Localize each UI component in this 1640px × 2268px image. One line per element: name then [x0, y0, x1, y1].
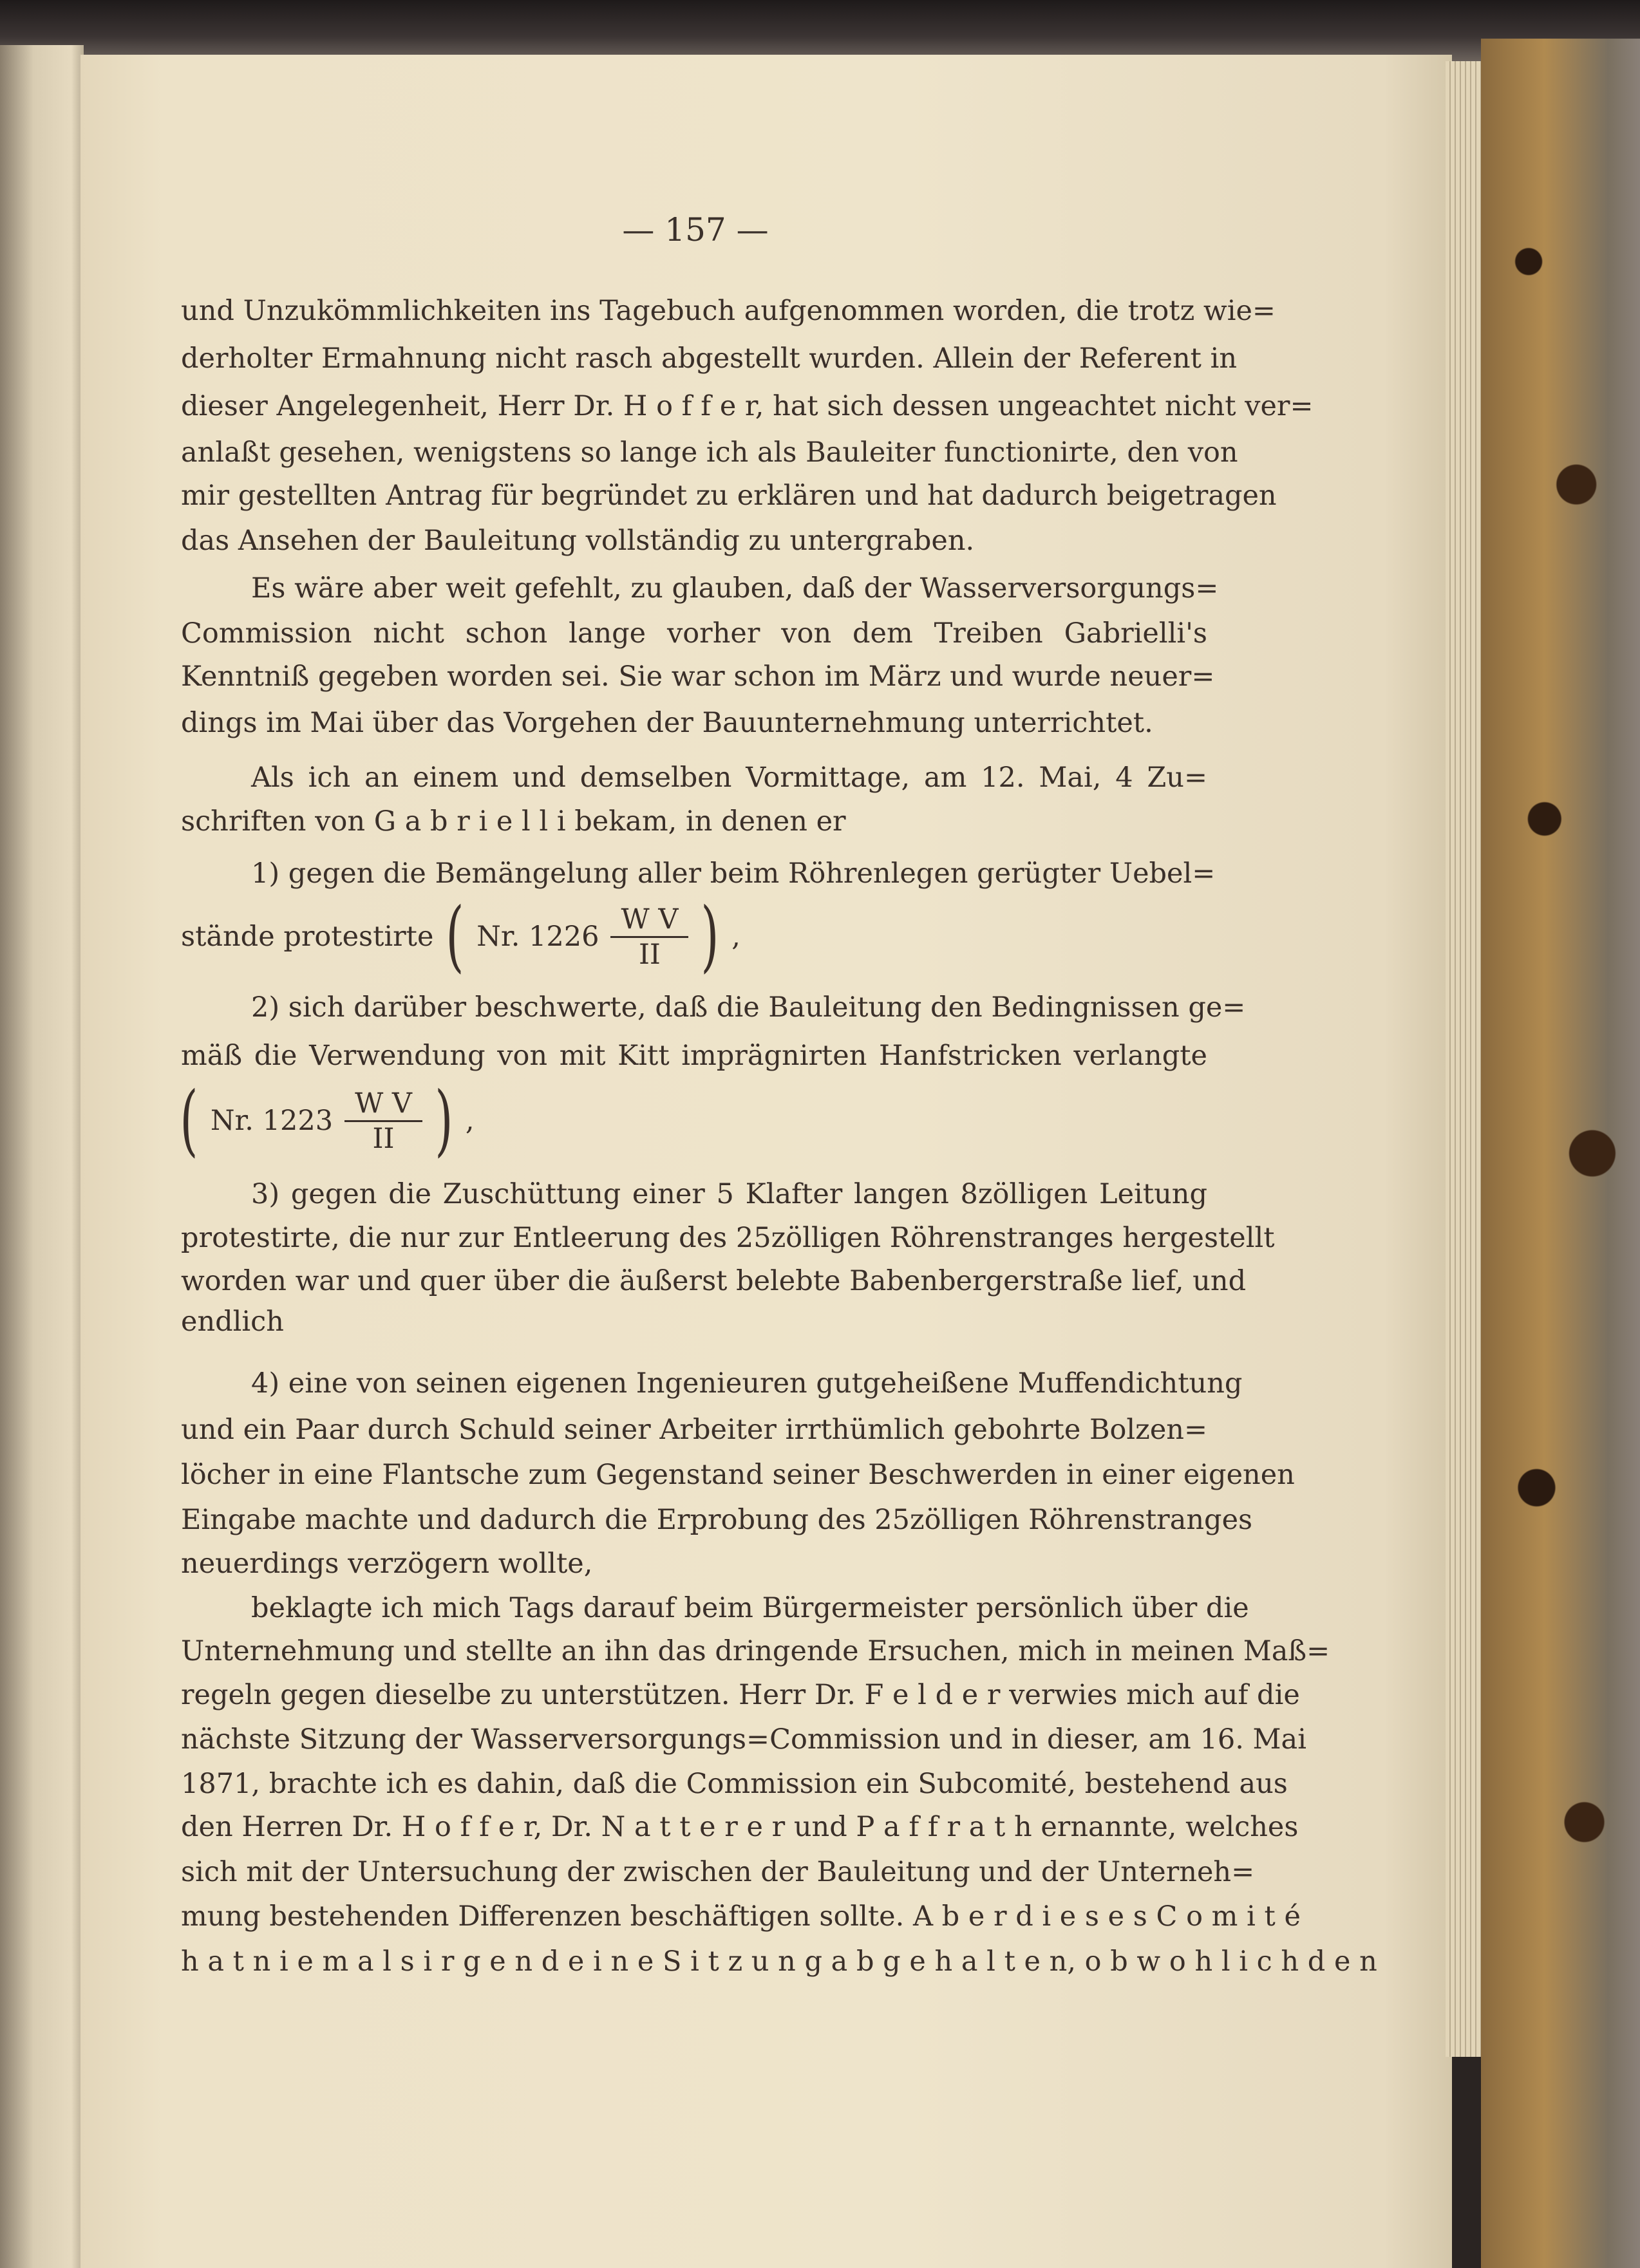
text-line: worden war und quer über die äußerst belebte Babenbergerstraße lief, und [181, 1265, 1247, 1297]
comma: , [731, 921, 740, 953]
text-line: und Unzukömmlichkeiten ins Tagebuch aufgenommen worden, die trotz wie= [181, 295, 1276, 327]
text-line: dieser Angelegenheit, Herr Dr. H o f f e r, hat sich dessen ungeachtet nicht ver= [181, 390, 1314, 422]
text-line: neuerdings verzögern wollte, [181, 1548, 593, 1580]
fraction-denominator: II [372, 1122, 395, 1155]
page-number: — 157 — [622, 211, 769, 248]
text-line: schriften von G a b r i e l l i bekam, in denen er [181, 805, 846, 838]
text-line: anlaßt gesehen, wenigstens so lange ich als Bauleiter functionirte, den von [181, 436, 1238, 469]
open-paren: ( [446, 892, 464, 981]
page-edges [1446, 61, 1484, 2057]
text-line: Unternehmung und stellte an ihn das dringende Ersuchen, mich in meinen Maß= [181, 1635, 1330, 1667]
fraction [610, 903, 688, 971]
text-line: 1) gegen die Bemängelung aller beim Röhrenlegen gerügter Uebel= [251, 858, 1216, 890]
fraction-numerator: W V [610, 903, 688, 938]
reference-line-1223 [167, 1076, 475, 1165]
text-line: 4) eine von seinen eigenen Ingenieuren gutgeheißene Muffendichtung [251, 1367, 1243, 1400]
text-line: sich mit der Untersuchung der zwischen der Bauleitung und der Unterneh= [181, 1856, 1255, 1888]
text-line: 3) gegen die Zuschüttung einer 5 Klafter langen 8zölligen Leitung [251, 1178, 1207, 1210]
reference-number: Nr. 1223 [210, 1105, 334, 1137]
scanner-border [0, 0, 1640, 61]
close-paren: ) [435, 1076, 453, 1165]
text-line: Eingabe machte und dadurch die Erprobung des 25zölligen Röhrenstranges [181, 1504, 1253, 1536]
reference-line-1226 [181, 892, 740, 981]
fraction-numerator: W V [344, 1087, 422, 1122]
text-line: Kenntniß gegeben worden sei. Sie war schon im März und wurde neuer= [181, 661, 1215, 693]
text-line: Es wäre aber weit gefehlt, zu glauben, daß der Wasserversorgungs= [251, 572, 1219, 604]
text-line: Als ich an einem und demselben Vormittage, am 12. Mai, 4 Zu= [251, 762, 1207, 794]
text-line: löcher in eine Flantsche zum Gegenstand seiner Beschwerden in einer eigenen [181, 1459, 1295, 1491]
fraction [344, 1087, 422, 1156]
text-line: das Ansehen der Bauleitung vollständig zu untergraben. [181, 525, 975, 557]
left-page-edge [0, 45, 84, 2268]
text-line: nächste Sitzung der Wasserversorgungs=Commission und in dieser, am 16. Mai [181, 1723, 1306, 1756]
text-line: endlich [181, 1306, 284, 1338]
text-line: beklagte ich mich Tags darauf beim Bürgermeister persönlich über die [251, 1592, 1249, 1624]
text-line: h a t n i e m a l s i r g e n d e i n e S i t z u n g a b g e h a l t e n, o b w o h l i c h d e n [181, 1945, 1377, 1978]
text-line: dings im Mai über das Vorgehen der Bauunternehmung unterrichtet. [181, 707, 1153, 739]
text-line: Commission nicht schon lange vorher von dem Treiben Gabrielli's [181, 617, 1207, 650]
text-line: 1871, brachte ich es dahin, daß die Commission ein Subcomité, bestehend aus [181, 1768, 1288, 1800]
text-line: und ein Paar durch Schuld seiner Arbeiter irrthümlich gebohrte Bolzen= [181, 1414, 1208, 1446]
text-line: mung bestehenden Differenzen beschäftigen sollte. A b e r d i e s e s C o m i t é [181, 1900, 1301, 1933]
open-paren: ( [180, 1076, 198, 1165]
comma: , [465, 1105, 475, 1137]
text-line: mäß die Verwendung von mit Kitt imprägnirten Hanfstricken verlangte [181, 1040, 1207, 1072]
text-line: den Herren Dr. H o f f e r, Dr. N a t t e r e r und P a f f r a t h ernannte, welches [181, 1811, 1299, 1843]
text-line: protestirte, die nur zur Entleerung des 25zölligen Röhrenstranges hergestellt [181, 1222, 1275, 1254]
text-line: derholter Ermahnung nicht rasch abgestellt wurden. Allein der Referent in [181, 342, 1238, 375]
fraction-denominator: II [638, 938, 661, 971]
reference-number: Nr. 1226 [476, 921, 599, 953]
text-line: mir gestellten Antrag für begründet zu erklären und hat dadurch beigetragen [181, 480, 1277, 512]
text-line: 2) sich darüber beschwerte, daß die Bauleitung den Bedingnissen ge= [251, 991, 1246, 1024]
line-text: stände protestirte [181, 921, 434, 953]
book-cover [1481, 39, 1640, 2268]
close-paren: ) [701, 892, 719, 981]
text-line: regeln gegen dieselbe zu unterstützen. Herr Dr. F e l d e r verwies mich auf die [181, 1679, 1300, 1711]
